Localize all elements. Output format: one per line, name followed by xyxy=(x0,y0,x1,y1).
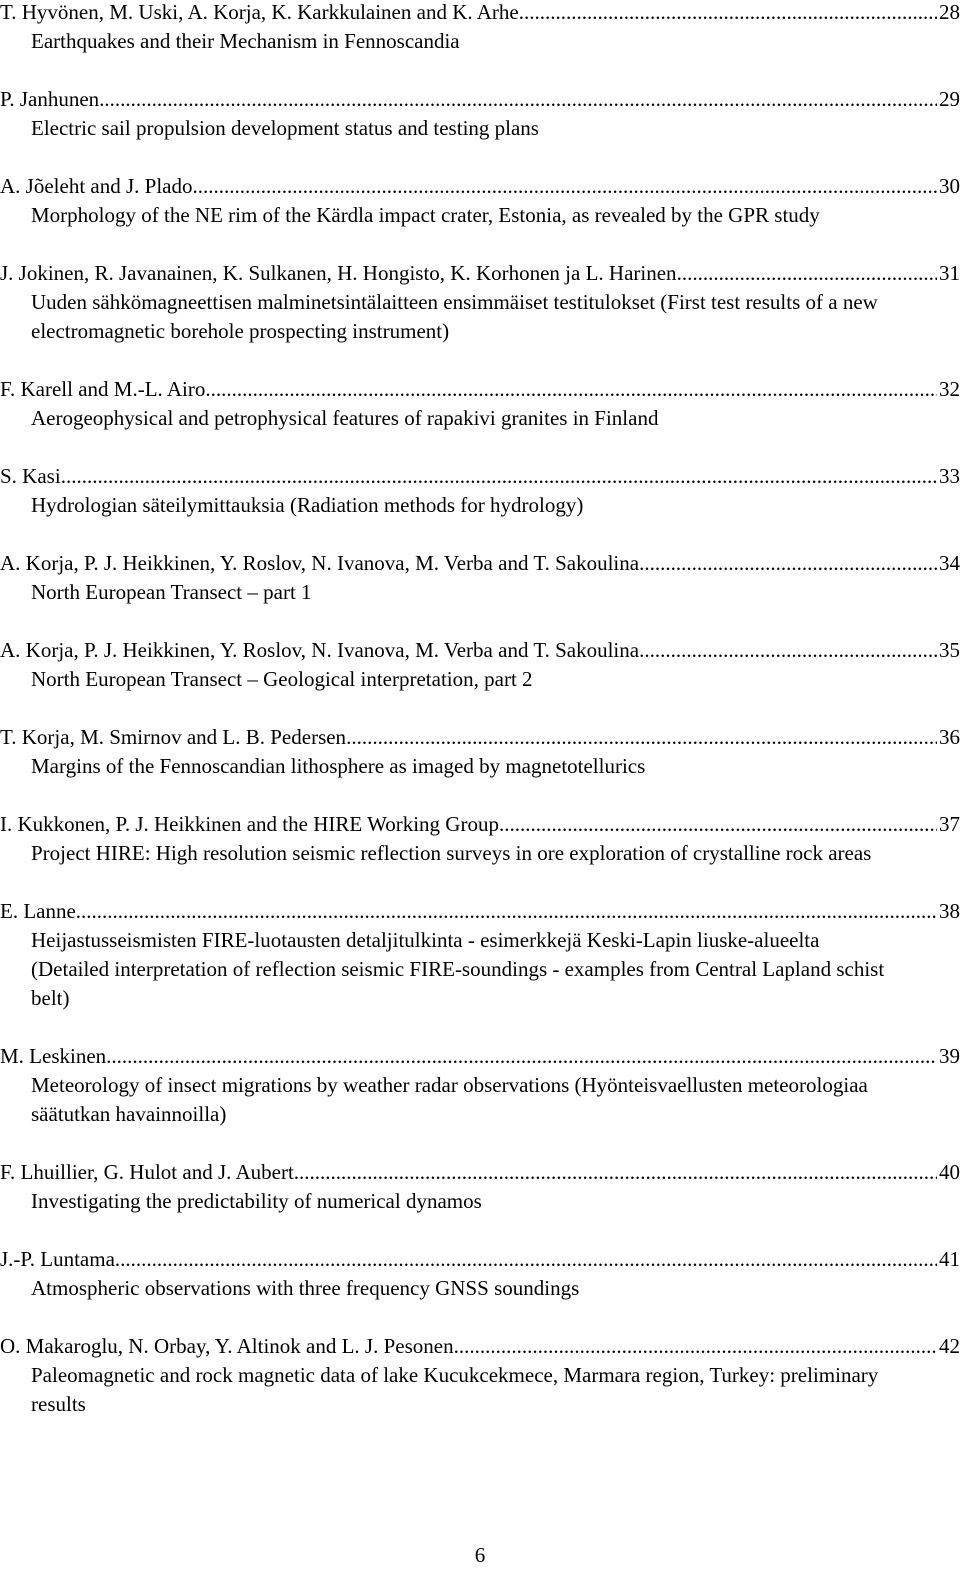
toc-entry xyxy=(0,1332,960,1419)
dot-leader xyxy=(519,0,937,27)
toc-entry xyxy=(0,549,960,607)
toc-entry xyxy=(0,897,960,1013)
dot-leader xyxy=(346,723,937,752)
entry-page: 37 xyxy=(939,812,960,836)
toc-entry-header xyxy=(0,636,960,665)
toc-entry xyxy=(0,462,960,520)
dot-leader xyxy=(61,462,937,491)
entry-title: Heijastusseismisten FIRE-luotausten detaljitulkinta - esimerkkejä Keski-Lapin liuske-alueelta (Detailed interpretation of reflection seismic FIRE-soundings - examples from Central Lapland schist belt) xyxy=(31,928,885,1010)
toc-entry xyxy=(0,723,960,781)
entry-authors: T. Hyvönen, M. Uski, A. Korja, K. Karkkulainen and K. Arhe xyxy=(0,0,519,24)
toc-entry xyxy=(0,1158,960,1216)
toc-entry xyxy=(0,636,960,694)
dot-leader xyxy=(294,1158,937,1187)
entry-title: North European Transect – Geological interpretation, part 2 xyxy=(31,667,533,691)
toc-entry-header xyxy=(0,259,960,288)
toc-entry xyxy=(0,375,960,433)
dot-leader xyxy=(76,897,937,926)
entry-authors: T. Korja, M. Smirnov and L. B. Pedersen xyxy=(0,725,347,749)
toc-entry-header xyxy=(0,1042,960,1071)
entry-title: North European Transect – part 1 xyxy=(31,580,312,604)
dot-leader xyxy=(639,549,937,578)
entry-page: 39 xyxy=(939,1044,960,1068)
dot-leader xyxy=(115,1245,937,1274)
toc-entry xyxy=(0,85,960,143)
page-number: 6 xyxy=(474,1543,486,1567)
toc-entry-header xyxy=(0,375,960,404)
toc-entry xyxy=(0,1042,960,1129)
toc-entry-header xyxy=(0,549,960,578)
toc-entry-header xyxy=(0,1158,960,1187)
dot-leader xyxy=(454,1332,937,1361)
entry-title: Morphology of the NE rim of the Kärdla impact crater, Estonia, as revealed by the GPR study xyxy=(31,203,820,227)
entry-page: 29 xyxy=(939,87,960,111)
entry-page: 36 xyxy=(939,725,960,749)
toc-entry-header xyxy=(0,897,960,926)
toc-entry xyxy=(0,259,960,346)
toc-entry xyxy=(0,172,960,230)
dot-leader xyxy=(106,1042,937,1071)
entry-authors: M. Leskinen xyxy=(0,1044,107,1068)
entry-title: Project HIRE: High resolution seismic reflection surveys in ore exploration of crystalline rock areas xyxy=(31,841,872,865)
entry-authors: A. Jõeleht and J. Plado xyxy=(0,174,193,198)
entry-authors: F. Lhuillier, G. Hulot and J. Aubert xyxy=(0,1160,294,1184)
toc-entry-header xyxy=(0,1245,960,1274)
entry-authors: A. Korja, P. J. Heikkinen, Y. Roslov, N. Ivanova, M. Verba and T. Sakoulina xyxy=(0,551,640,575)
entry-title: Earthquakes and their Mechanism in Fennoscandia xyxy=(31,29,460,53)
entry-authors: J. Jokinen, R. Javanainen, K. Sulkanen, H. Hongisto, K. Korhonen ja L. Harinen xyxy=(0,261,677,285)
entry-page: 33 xyxy=(939,464,960,488)
entry-authors: S. Kasi xyxy=(0,464,61,488)
toc-entry xyxy=(0,0,960,56)
dot-leader xyxy=(639,636,937,665)
toc-entry xyxy=(0,810,960,868)
entry-authors: E. Lanne xyxy=(0,899,76,923)
entry-authors: F. Karell and M.-L. Airo xyxy=(0,377,206,401)
entry-title: Electric sail propulsion development status and testing plans xyxy=(31,116,539,140)
entry-title: Paleomagnetic and rock magnetic data of lake Kucukcekmece, Marmara region, Turkey: preliminary results xyxy=(31,1363,879,1416)
entry-authors: P. Janhunen xyxy=(0,87,100,111)
toc-entry-header xyxy=(0,1332,960,1361)
entry-title: Atmospheric observations with three frequency GNSS soundings xyxy=(31,1276,580,1300)
entry-page: 31 xyxy=(939,261,960,285)
entry-page: 30 xyxy=(939,174,960,198)
entry-authors: J.-P. Luntama xyxy=(0,1247,115,1271)
entry-title: Margins of the Fennoscandian lithosphere as imaged by magnetotellurics xyxy=(31,754,646,778)
entry-authors: I. Kukkonen, P. J. Heikkinen and the HIRE Working Group xyxy=(0,812,499,836)
entry-page: 40 xyxy=(939,1160,960,1184)
dot-leader xyxy=(192,172,937,201)
dot-leader xyxy=(677,259,937,288)
toc-entry xyxy=(0,1245,960,1303)
entry-authors: A. Korja, P. J. Heikkinen, Y. Roslov, N. Ivanova, M. Verba and T. Sakoulina xyxy=(0,638,640,662)
entry-title: Uuden sähkömagneettisen malminetsintälaitteen ensimmäiset testitulokset (First test results of a new electromagnetic borehole prospecting instrument) xyxy=(31,290,878,343)
entry-page: 28 xyxy=(939,0,960,24)
toc-entry-header xyxy=(0,462,960,491)
entry-page: 34 xyxy=(939,551,960,575)
toc-entry-header xyxy=(0,0,960,27)
dot-leader xyxy=(205,375,937,404)
entry-page: 35 xyxy=(939,638,960,662)
entry-page: 42 xyxy=(939,1334,960,1358)
entry-title: Aerogeophysical and petrophysical features of rapakivi granites in Finland xyxy=(31,406,659,430)
entry-authors: O. Makaroglu, N. Orbay, Y. Altinok and L. J. Pesonen xyxy=(0,1334,454,1358)
toc-entry-header xyxy=(0,810,960,839)
toc-entry-header xyxy=(0,172,960,201)
entry-page: 32 xyxy=(939,377,960,401)
entry-title: Investigating the predictability of numerical dynamos xyxy=(31,1189,482,1213)
entry-title: Meteorology of insect migrations by weather radar observations (Hyönteisvaellusten meteorologiaa säätutkan havainnoilla) xyxy=(31,1073,868,1126)
dot-leader xyxy=(499,810,937,839)
toc-entry-header xyxy=(0,723,960,752)
toc-entry-header xyxy=(0,85,960,114)
entry-page: 38 xyxy=(939,899,960,923)
entry-title: Hydrologian säteilymittauksia (Radiation methods for hydrology) xyxy=(31,493,584,517)
dot-leader xyxy=(99,85,937,114)
entry-page: 41 xyxy=(939,1247,960,1271)
